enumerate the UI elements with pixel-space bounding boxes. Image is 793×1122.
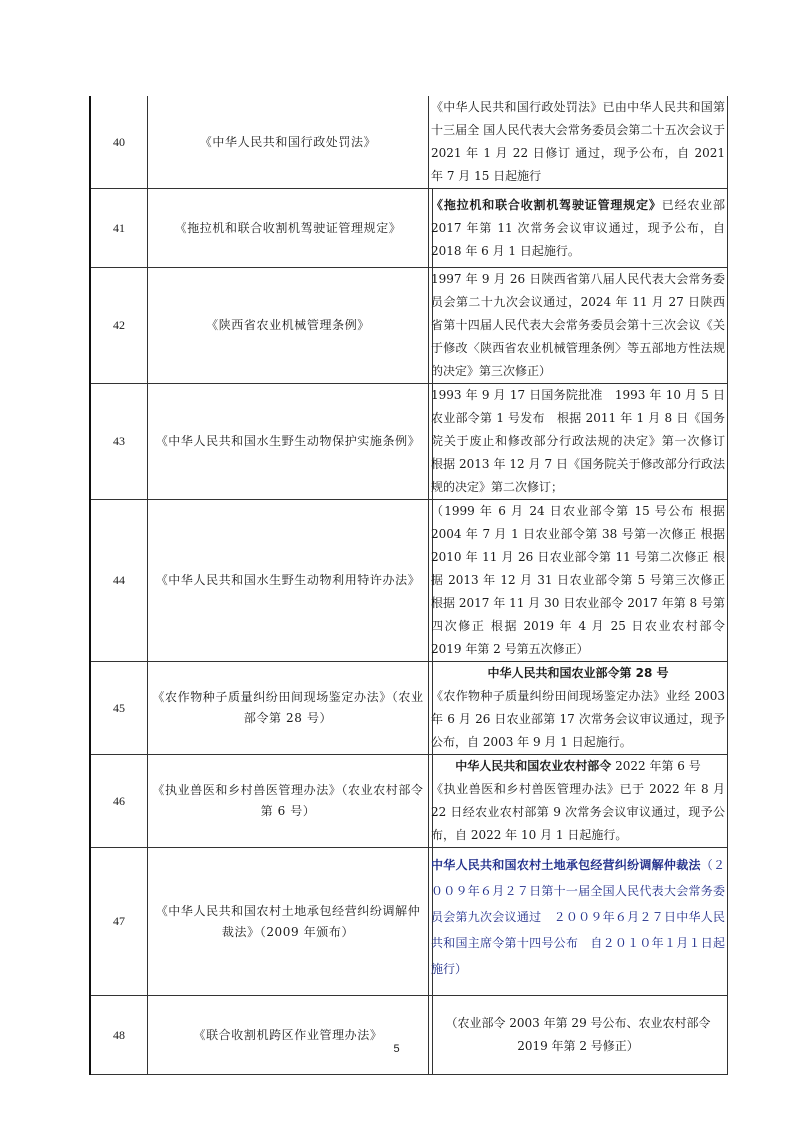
decree-heading-bold: 中华人民共和国农业农村部令 (455, 759, 612, 773)
regulation-name: 《执业兽医和乡村兽医管理办法》（农业农村部令第 6 号） (148, 755, 429, 848)
decree-heading (431, 662, 725, 685)
regulation-name: 《联合收割机跨区作业管理办法》 (148, 996, 429, 1075)
row-number: 47 (90, 848, 148, 996)
description-bold-title: 《拖拉机和联合收割机驾驶证管理规定》 (431, 197, 662, 212)
table-row (90, 848, 728, 996)
description-text: 《农作物种子质量纠纷田间现场鉴定办法》业经 2003 年 6 月 26 日农业部第 17 次常务会议审议通过，现予公布，自 2003 年 9 月 1 日起施行。 (431, 689, 725, 749)
description-text: （农业部令 2003 年第 29 号公布、农业农村部令 2019 年第 2 号修正） (445, 1016, 711, 1053)
regulation-name: 《中华人民共和国农村土地承包经营纠纷调解仲裁法》（2009 年颁布） (148, 848, 429, 996)
regulation-description (429, 996, 728, 1075)
table-row (90, 500, 728, 662)
table-row (90, 96, 728, 189)
description-text: 1993 年 9 月 17 日国务院批准 1993 年 10 月 5 日农业部令第 1 号发布 根据 2011 年 1 月 8 日《国务院关于废止和修改部分行政法规的决定》第一次修订 根据 2013 年 12 月 7 日《国务院关于修改部分行政法规的决定》第二次修订； (431, 388, 738, 494)
row-number: 41 (90, 189, 148, 268)
regulation-description (429, 848, 728, 996)
decree-heading-number: 2022 年第 6 号 (611, 759, 701, 773)
table-row (90, 384, 728, 500)
page-number: 5 (393, 1043, 400, 1055)
regulation-description (429, 384, 738, 500)
row-number: 46 (90, 755, 148, 848)
decree-heading-bold: 中华人民共和国农业部令 (487, 666, 620, 680)
row-number: 43 (90, 384, 148, 500)
description-text: 《执业兽医和乡村兽医管理办法》已于 2022 年 8 月 22 日经农业农村部第 9 次常务会议审议通过，现予公布，自 2022 年 10 月 1 日起施行。 (431, 782, 725, 842)
row-number: 44 (90, 500, 148, 662)
table-row (90, 189, 728, 268)
regulation-name: 《农作物种子质量纠纷田间现场鉴定办法》（农业部令第 28 号） (148, 662, 429, 755)
regulation-name: 《中华人民共和国水生野生动物利用特许办法》 (148, 500, 429, 662)
regulation-description (429, 662, 728, 755)
row-number: 42 (90, 268, 148, 384)
description-text: 《中华人民共和国行政处罚法》已由中华人民共和国第十三届全 国人民代表大会常务委员会第二十五次会议于 2021 年 1 月 22 日修订 通过，现予公布，自 2021 年 7 月 15 日起施行 (431, 100, 725, 183)
regulation-name: 《拖拉机和联合收割机驾驶证管理规定》 (148, 189, 429, 268)
regulation-description (429, 96, 728, 189)
description-text: 1997 年 9 月 26 日陕西省第八届人民代表大会常务委员会第二十九次会议通过，2024 年 11 月 27 日陕西省第十四届人民代表大会常务委员会第十三次会议《关于修改〈陕西省农业机械管理条例〉等五部地方性法规的决定》第三次修正） (431, 272, 725, 378)
description-text: （1999 年 6 月 24 日农业部令第 15 号公布 根据 2004 年 7 月 1 日农业部令第 38 号第一次修正 根据 2010 年 11 月 26 日农业部令第 11 号第二次修正 根据 2013 年 12 月 31 日农业部令第 5 号第三次修正 根据 2017 年 11 月 30 日农业部令 2017 年第 8 号第四次修正 根据 2019 年 4 月 25 日农业农村部令 2019 年第 2 号第五次修正） (431, 504, 725, 656)
regulation-name: 《陕西省农业机械管理条例》 (148, 268, 429, 384)
decree-heading (431, 755, 725, 778)
description-bold-title: 中华人民共和国农村土地承包经营纠纷调解仲裁法 (431, 858, 701, 872)
decree-heading-number: 第 28 号 (619, 666, 669, 680)
description-text: （２００９年６月２７日第十一届全国人民代表大会常务委员会第九次会议通过 ２００９年６月２７日中华人民共和国主席令第十四号公布 自２０１０年１月１日起施行） (431, 858, 725, 976)
row-number: 40 (90, 96, 148, 189)
row-number: 48 (90, 996, 148, 1075)
table-row (90, 996, 728, 1075)
regulation-description (429, 755, 728, 848)
row-number: 45 (90, 662, 148, 755)
regulation-description (429, 500, 728, 662)
regulation-name: 《中华人民共和国水生野生动物保护实施条例》 (148, 384, 429, 500)
description-text: 已经农业部 2017 年第 11 次常务会议审议通过，现予公布，自 2018 年 6 月 1 日起施行。 (431, 197, 725, 258)
regulation-name: 《中华人民共和国行政处罚法》 (148, 96, 429, 189)
regulation-description (429, 268, 728, 384)
table-row (90, 268, 728, 384)
regulations-table (89, 96, 738, 1075)
table-row (90, 755, 728, 848)
regulation-description (429, 189, 728, 268)
table-row (90, 662, 728, 755)
